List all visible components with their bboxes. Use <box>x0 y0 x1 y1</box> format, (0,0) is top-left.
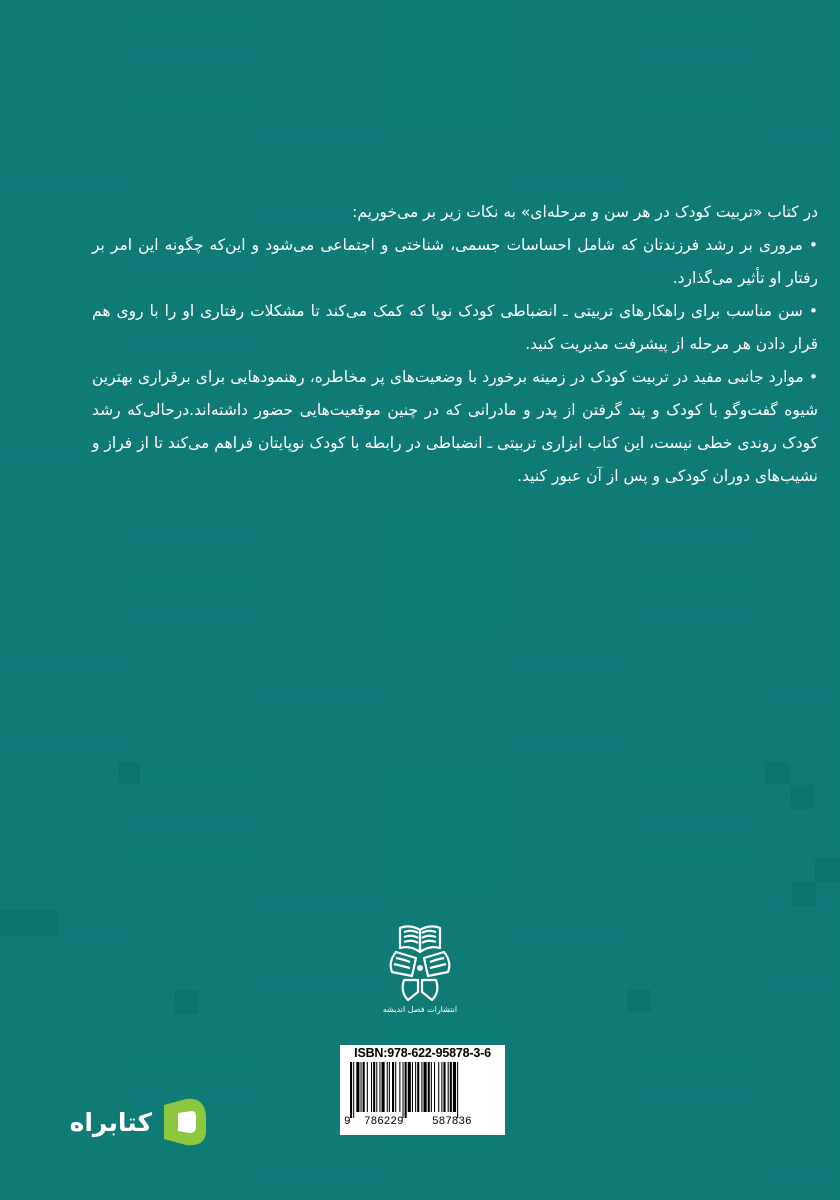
barcode-bar <box>403 1062 404 1118</box>
barcode-bar <box>367 1062 368 1112</box>
barcode-bar <box>434 1062 435 1112</box>
barcode-bar <box>379 1062 380 1112</box>
barcode-bar <box>373 1062 375 1112</box>
barcode-digit-first: 9 <box>344 1116 351 1128</box>
barcode-bar <box>443 1062 445 1112</box>
decorative-square <box>0 910 58 936</box>
decorative-square <box>765 762 789 784</box>
barcode-bar <box>457 1062 458 1118</box>
publisher-name: انتشارات فصل اندیشه <box>382 1005 458 1014</box>
barcode-bar <box>448 1062 449 1112</box>
barcode-bar <box>450 1062 452 1112</box>
decorative-square <box>792 882 816 906</box>
barcode-bar <box>389 1062 390 1112</box>
isbn-barcode <box>340 1045 505 1135</box>
barcode-bar <box>395 1062 396 1112</box>
barcode-bar <box>431 1062 432 1112</box>
barcode-bar <box>356 1062 359 1112</box>
blurb-bullet-1: • مروری بر رشد فرزندتان که شامل احساسات جسمی، شناختی و اجتماعی می‌شود و این‌که چگونه این امر بر رفتار او تأثیر می‌گذارد. <box>92 236 818 287</box>
decorative-square <box>118 762 140 784</box>
barcode-bar <box>387 1062 388 1112</box>
barcode-digits-group-1: 786229 <box>364 1116 404 1128</box>
ketabrah-watermark <box>40 1092 210 1152</box>
decorative-square <box>174 990 198 1014</box>
barcode-bar <box>371 1062 372 1112</box>
book-leaf-icon <box>156 1095 210 1149</box>
barcode-bar <box>417 1062 419 1112</box>
barcode-digits <box>346 1116 499 1130</box>
decorative-square <box>627 990 651 1012</box>
barcode-bar <box>405 1062 407 1118</box>
barcode-bar <box>376 1062 377 1112</box>
blurb-bullet-2: • سن مناسب برای راهکارهای تربیتی ـ انضباطی کودک نوپا که کمک می‌کند تا مشکلات رفتاری او را با روی هم قرار دادن هر مرحله از پیشرفت مدیریت کنید. <box>92 302 818 353</box>
barcode-bar <box>415 1062 416 1112</box>
barcode-bar <box>350 1062 352 1118</box>
barcode-bar <box>424 1062 427 1112</box>
barcode-bar <box>453 1062 456 1112</box>
barcode-bar <box>421 1062 422 1112</box>
blurb-bullet-3: • موارد جانبی مفید در تربیت کودک در زمینه برخورد با وضعیت‌های پر مخاطره، رهنمودهایی برای برقراری بهترین شیوه گفت‌وگو با کودک و پند گرفتن از پدر و مادرانی که در چنین موقعیت‌هایی حضور داشته‌اند.درحالی‌که رشد کودک روندی خطی نیست، این کتاب ابزاری تربیتی ـ انضباطی در رابطه با کودک نوپایتان فراهم می‌کند تا از فراز و نشیب‌های دوران کودکی و پس از آن عبور کنید. <box>92 368 818 485</box>
isbn-label: ISBN:978-622-95878-3-6 <box>354 1046 491 1060</box>
back-cover-blurb <box>92 196 818 493</box>
barcode-bar <box>438 1062 439 1112</box>
barcode-bar <box>408 1062 411 1112</box>
decorative-square <box>790 785 814 809</box>
barcode-bar <box>382 1062 385 1112</box>
publisher-logo <box>365 918 475 1033</box>
blurb-intro: در کتاب «تربیت کودک در هر سن و مرحله‌ای» به نکات زیر بر می‌خوریم: <box>352 203 818 221</box>
barcode-bar <box>412 1062 413 1112</box>
barcode-bar <box>399 1062 400 1112</box>
barcode-bar <box>353 1062 354 1118</box>
barcode-bar <box>441 1062 442 1112</box>
open-book-star-icon <box>382 918 458 1002</box>
barcode-bar <box>392 1062 394 1112</box>
barcode-bars <box>346 1062 499 1118</box>
barcode-digits-group-2: 587836 <box>432 1116 472 1128</box>
barcode-bar <box>428 1062 430 1112</box>
barcode-bar <box>361 1062 362 1112</box>
watermark-text: کتابراه <box>69 1107 152 1137</box>
decorative-square <box>815 858 840 882</box>
barcode-bar <box>363 1062 365 1112</box>
